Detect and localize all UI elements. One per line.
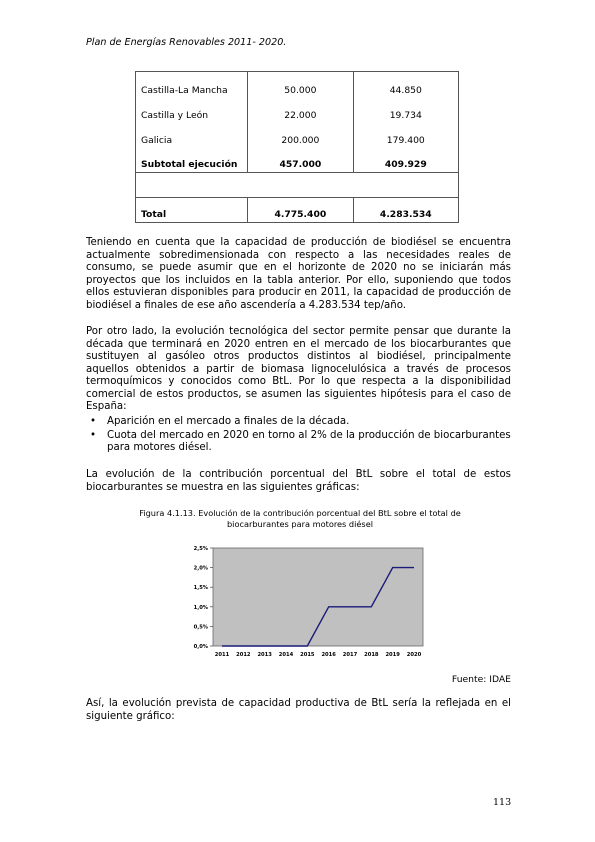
btl-share-line-chart xyxy=(180,540,450,666)
table-row xyxy=(136,123,459,148)
table-row-subtotal xyxy=(136,148,459,173)
figure-source: Fuente: IDAE xyxy=(451,674,511,685)
subtotal-value: 457.000 xyxy=(248,148,353,173)
page-number: 113 xyxy=(493,797,512,808)
table-row xyxy=(136,98,459,123)
y-tick-label: 0,0% xyxy=(193,644,208,650)
x-tick-label: 2018 xyxy=(364,652,379,658)
table-cell-region: Castilla-La Mancha xyxy=(136,72,248,98)
paragraph-btl-capacity: Así, la evolución prevista de capacidad productiva de BtL sería la reflejada en el siguiente gráfico: xyxy=(86,698,511,722)
list-item-text: Aparición en el mercado a finales de la década. xyxy=(107,416,350,427)
table-cell-value: 50.000 xyxy=(248,72,353,98)
y-tick-label: 1,0% xyxy=(193,604,208,611)
table-cell-region: Galicia xyxy=(136,123,248,148)
figure-caption xyxy=(110,508,490,530)
x-tick-label: 2020 xyxy=(406,652,422,658)
figure-caption-line: Figura 4.1.13. Evolución de la contribución porcentual del BtL sobre el total de xyxy=(139,508,461,518)
table-cell-value: 22.000 xyxy=(248,98,353,123)
x-tick-label: 2016 xyxy=(321,652,336,658)
table-cell-value: 19.734 xyxy=(353,98,458,123)
y-tick-label: 0,5% xyxy=(193,624,208,631)
bullet-icon: • xyxy=(90,429,97,441)
list-item xyxy=(86,430,511,455)
hypotheses-list xyxy=(86,416,511,456)
x-tick-label: 2015 xyxy=(300,652,315,658)
biodiesel-capacity-table xyxy=(135,71,459,223)
x-tick-label: 2017 xyxy=(342,652,358,658)
total-value: 4.283.534 xyxy=(353,198,458,223)
y-tick-label: 2,5% xyxy=(193,546,208,552)
subtotal-label: Subtotal ejecución xyxy=(136,148,248,173)
total-label: Total xyxy=(136,198,248,223)
table-row-spacer xyxy=(136,173,459,198)
table-cell-value: 200.000 xyxy=(248,123,353,148)
table-cell-value: 44.850 xyxy=(353,72,458,98)
x-tick-label: 2012 xyxy=(236,652,251,658)
subtotal-value: 409.929 xyxy=(353,148,458,173)
y-tick-label: 1,5% xyxy=(193,585,208,592)
x-tick-label: 2011 xyxy=(214,652,230,658)
total-value: 4.775.400 xyxy=(248,198,353,223)
list-item-text: Cuota del mercado en 2020 en torno al 2% de la producción de biocarburantes para motores diésel. xyxy=(107,429,511,453)
bullet-icon: • xyxy=(90,416,97,427)
table-row xyxy=(136,72,459,98)
list-item xyxy=(86,416,511,429)
y-tick-label: 2,0% xyxy=(193,565,208,572)
table-row-total xyxy=(136,198,459,223)
x-tick-label: 2014 xyxy=(278,652,294,658)
x-tick-label: 2019 xyxy=(385,652,400,658)
spacer-cell xyxy=(136,173,459,198)
x-tick-label: 2013 xyxy=(257,652,272,658)
table-cell-value: 179.400 xyxy=(353,123,458,148)
running-header: Plan de Energías Renovables 2011- 2020. xyxy=(86,37,287,48)
paragraph-technology: Por otro lado, la evolución tecnológica del sector permite pensar que durante la década que terminará en 2020 entren en el mercado de los biocarburantes que sustituyen al gasóleo otros productos distintos al biodiésel, principalmente aquellos obtenidos a partir de biomasa lignocelulósica a través de procesos termoquímicos y conocidos como BtL. Por lo que respecta a la disponibilidad comercial de estos productos, se asumen las siguientes hipótesis para el caso de España: xyxy=(86,326,511,412)
figure-caption-line: biocarburantes para motores diésel xyxy=(226,518,374,529)
paragraph-capacity: Teniendo en cuenta que la capacidad de producción de biodiésel se encuentra actualmente sobredimensionada con respecto a las necesidades reales de consumo, se puede asumir que en el horizonte de 2020 no se iniciarán más proyectos que los incluidos en la tabla anterior. Por ello, suponiendo que todos ellos estuvieran disponibles para producir en 2011, la capacidad de producción de biodiésel a finales de ese año ascendería a 4.283.534 tep/año. xyxy=(86,237,511,311)
plot-area xyxy=(213,548,423,646)
paragraph-btl-evolution: La evolución de la contribución porcentual del BtL sobre el total de estos biocarburantes se muestra en las siguientes gráficas: xyxy=(86,469,511,493)
table-cell-region: Castilla y León xyxy=(136,98,248,123)
